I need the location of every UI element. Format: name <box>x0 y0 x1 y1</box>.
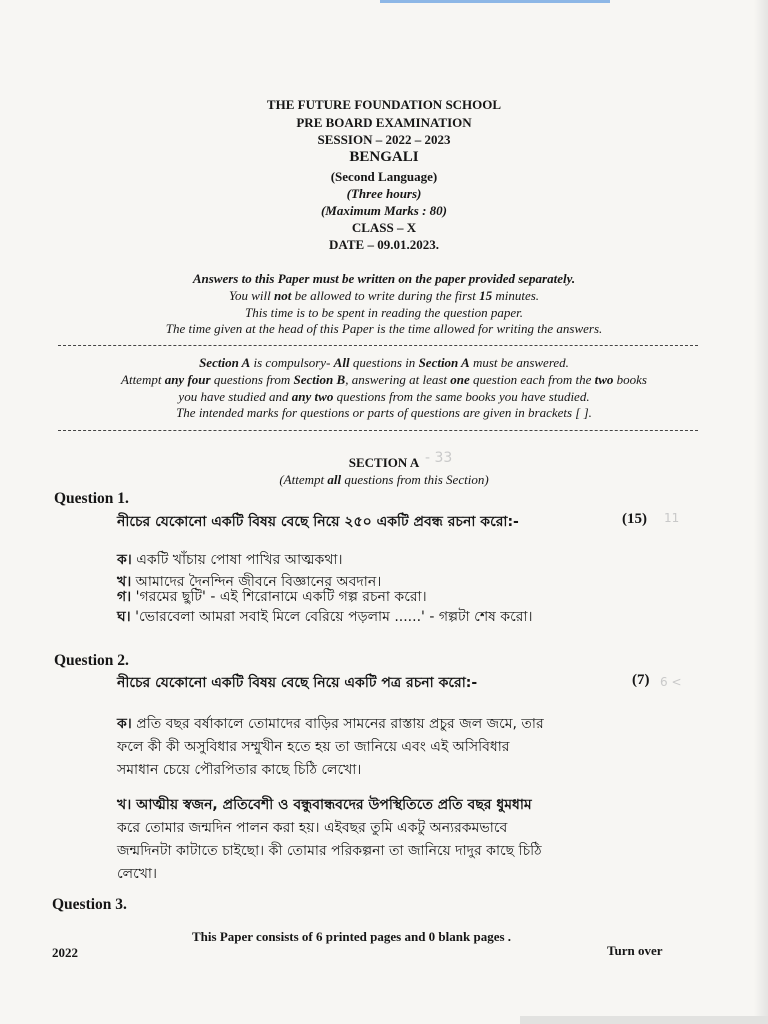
text: be allowed to write during the first <box>291 288 480 303</box>
text: (Attempt <box>279 472 328 487</box>
section-a-subtitle <box>0 472 768 488</box>
question-3-label: Question 3. <box>52 896 127 913</box>
max-marks: (Maximum Marks : 80) <box>320 203 448 218</box>
q2-option-kha-line-2: করে তোমার জন্মদিন পালন করা হয়। এইবছর তুমি একটু অন্যরকমভাবে <box>117 820 508 836</box>
q2-option-kha-line-3: জন্মদিনটা কাটাতে চাইছো। কী তোমার পরিকল্পনা তা জানিয়ে দাদুর কাছে চিঠি <box>117 843 542 859</box>
class-label: CLASS – X <box>351 220 417 235</box>
exam-name: PRE BOARD EXAMINATION <box>296 115 472 130</box>
text: must be answered. <box>469 355 569 370</box>
section-a-title: SECTION A <box>348 455 420 470</box>
instruction-line-4: The time given at the head of this Paper is the time allowed for writing the answers. <box>165 321 603 336</box>
text: You will <box>228 288 274 303</box>
emphasis: two <box>594 372 614 387</box>
text: question each from the <box>469 372 595 387</box>
question-1-prompt: নীচের যেকোনো একটি বিষয় বেছে নিয়ে ২৫০ একটি প্রবন্ধ রচনা করো:- <box>117 514 519 530</box>
subject: BENGALI <box>349 149 419 165</box>
question-1-label: Question 1. <box>54 490 129 507</box>
scan-edge-top <box>380 0 610 3</box>
question-2-marks: (7) <box>632 672 650 688</box>
emphasis: not <box>273 288 292 303</box>
text: is compulsory- <box>250 355 334 370</box>
option-letter: খ। <box>117 797 132 813</box>
text: you have studied and <box>178 389 292 404</box>
emphasis: All <box>333 355 350 370</box>
text: books <box>613 372 647 387</box>
instruction-line-1: Answers to this Paper must be written on the paper provided separately. <box>192 271 576 286</box>
emphasis: any two <box>291 389 334 404</box>
question-1-marks: (15) <box>622 511 647 527</box>
option-letter: ক। <box>117 716 132 732</box>
option-text: প্রতি বছর বর্ষাকালে তোমাদের বাড়ির সামনের রাস্তায় প্রচুর জল জমে, তার <box>131 716 544 732</box>
rules-line-1 <box>0 355 768 371</box>
q2-option-kha-line-1 <box>117 793 532 817</box>
rules-line-4: The intended marks for questions or parts of questions are given in brackets [ ]. <box>176 405 592 420</box>
text: questions from the same books you have studied. <box>333 389 590 404</box>
duration: (Three hours) <box>346 186 422 201</box>
text: minutes. <box>492 288 540 303</box>
exam-date: DATE – 09.01.2023. <box>329 237 439 252</box>
q1-option-ka <box>117 548 343 572</box>
q1-option-gha <box>117 605 532 629</box>
footer-year: 2022 <box>52 945 78 960</box>
q2-option-ka-line-1 <box>117 712 544 736</box>
q2-option-ka-line-3: সমাধান চেয়ে পৌরপিতার কাছে চিঠি লেখো। <box>117 762 362 778</box>
pencil-mark: 11 <box>664 511 680 525</box>
school-name: THE FUTURE FOUNDATION SCHOOL <box>266 97 502 112</box>
q2-option-kha-line-4: লেখো। <box>117 866 157 882</box>
text: questions from this Section) <box>341 472 489 487</box>
emphasis: Section B <box>293 372 346 387</box>
option-text: একটি খাঁচায় পোষা পাখির আত্মকথা। <box>131 552 343 568</box>
text: questions in <box>349 355 419 370</box>
option-letter: গ। <box>117 589 132 605</box>
question-2-label: Question 2. <box>54 652 129 669</box>
session: SESSION – 2022 – 2023 <box>317 132 451 147</box>
option-text: আমাদের দৈনন্দিন জীবনে বিজ্ঞানের অবদান। <box>131 574 382 590</box>
footer-note: This Paper consists of 6 printed pages and 0 blank pages . <box>192 929 512 944</box>
q2-option-ka-line-2: ফলে কী কী অসুবিধার সম্মুখীন হতে হয় তা জানিয়ে এবং এই অসিবিধার <box>117 739 510 755</box>
instruction-line-2 <box>0 288 768 304</box>
instruction-line-3: This time is to be spent in reading the question paper. <box>245 305 523 320</box>
emphasis: any four <box>164 372 211 387</box>
option-text: 'ভোরবেলা আমরা সবাই মিলে বেরিয়ে পড়লাম ......' - গল্পটা শেষ করো। <box>130 609 533 625</box>
option-letter: ক। <box>117 552 132 568</box>
rules-line-3 <box>0 389 768 405</box>
divider <box>58 430 698 431</box>
rules-line-2 <box>0 372 768 388</box>
emphasis: Section A <box>418 355 470 370</box>
language: (Second Language) <box>330 169 438 184</box>
text: questions from <box>210 372 294 387</box>
footer-turn-over: Turn over <box>607 943 663 958</box>
option-text: আত্মীয় স্বজন, প্রতিবেশী ও বন্ধুবান্ধবদের উপস্থিতিতে প্রতি বছর ধুমধাম <box>131 797 532 813</box>
text: Attempt <box>121 372 165 387</box>
emphasis: one <box>450 372 470 387</box>
emphasis: all <box>327 472 342 487</box>
option-text: 'গরমের ছুটি' - এই শিরোনামে একটি গল্প রচনা করো। <box>131 589 427 605</box>
pencil-mark: - 33 <box>425 450 453 466</box>
option-letter: খ। <box>117 574 132 590</box>
question-2-prompt: নীচের যেকোনো একটি বিষয় বেছে নিয়ে একটি পত্র রচনা করো:- <box>117 675 478 691</box>
emphasis: Section A <box>199 355 251 370</box>
text: , answering at least <box>345 372 451 387</box>
scan-edge-bottom <box>520 1016 768 1024</box>
pencil-mark: 6 < <box>660 675 682 689</box>
emphasis: 15 <box>479 288 493 303</box>
divider <box>58 345 698 346</box>
option-letter: ঘ। <box>117 609 131 625</box>
